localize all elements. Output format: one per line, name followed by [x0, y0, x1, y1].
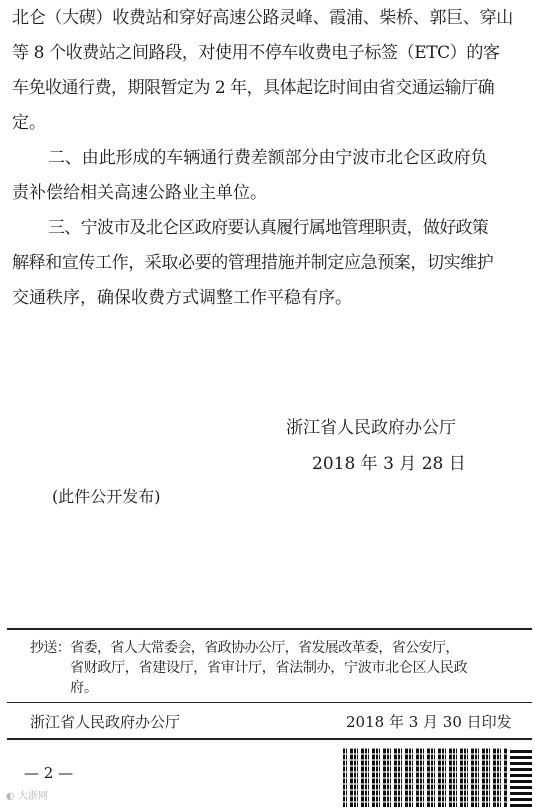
- footer-rule: [7, 738, 532, 740]
- paragraph-line: 二、由此形成的车辆通行费差额部分由宁波市北仑区政府负: [48, 148, 488, 168]
- paragraph-line: 交通秩序，确保收费方式调整工作平稳有序。: [12, 288, 352, 308]
- barcode-image: [343, 748, 508, 807]
- paragraph-line: 责补偿给相关高速公路业主单位。: [12, 183, 267, 203]
- watermark-text: 大浙网: [17, 791, 48, 802]
- watermark-logo: [6, 792, 48, 802]
- paragraph-line: 三、宁波市及北仑区政府要认真履行属地管理职责，做好政策: [48, 218, 489, 238]
- signature-org: 浙江省人民政府办公厅: [286, 418, 456, 438]
- barcode-side-strip: [510, 748, 532, 807]
- cc-top-rule: [7, 628, 532, 630]
- cc-line: 府。: [70, 680, 98, 696]
- cc-bottom-rule: [7, 702, 532, 703]
- cc-line: 抄送：省委，省人大常委会，省政协办公厅，省发展改革委，省公安厅，: [30, 640, 459, 656]
- footer-print-date: 2018 年 3 月 30 日印发: [346, 713, 512, 731]
- paragraph-line: 解释和宣传工作，采取必要的管理措施并制定应急预案，切实维护: [12, 253, 494, 273]
- paragraph-line: 定。: [12, 113, 46, 133]
- paragraph-line: 车免收通行费，期限暂定为 2 年，具体起讫时间由省交通运输厅确: [12, 78, 495, 98]
- signature-date: 2018 年 3 月 28 日: [312, 454, 466, 474]
- paragraph-line: 北仑（大碶）收费站和穿好高速公路灵峰、霞浦、柴桥、郭巨、穿山: [12, 8, 513, 28]
- cc-line: 省财政厅，省建设厅，省审计厅，省法制办，宁波市北仑区人民政: [70, 660, 468, 676]
- disclosure-note: (此件公开发布): [52, 487, 161, 506]
- watermark-icon: ◐: [6, 791, 15, 802]
- paragraph-line: 等 8 个收费站之间路段，对使用不停车收费电子标签（ETC）的客: [12, 43, 500, 63]
- page-number: — 2 —: [24, 764, 74, 782]
- footer-issuer: 浙江省人民政府办公厅: [30, 713, 181, 731]
